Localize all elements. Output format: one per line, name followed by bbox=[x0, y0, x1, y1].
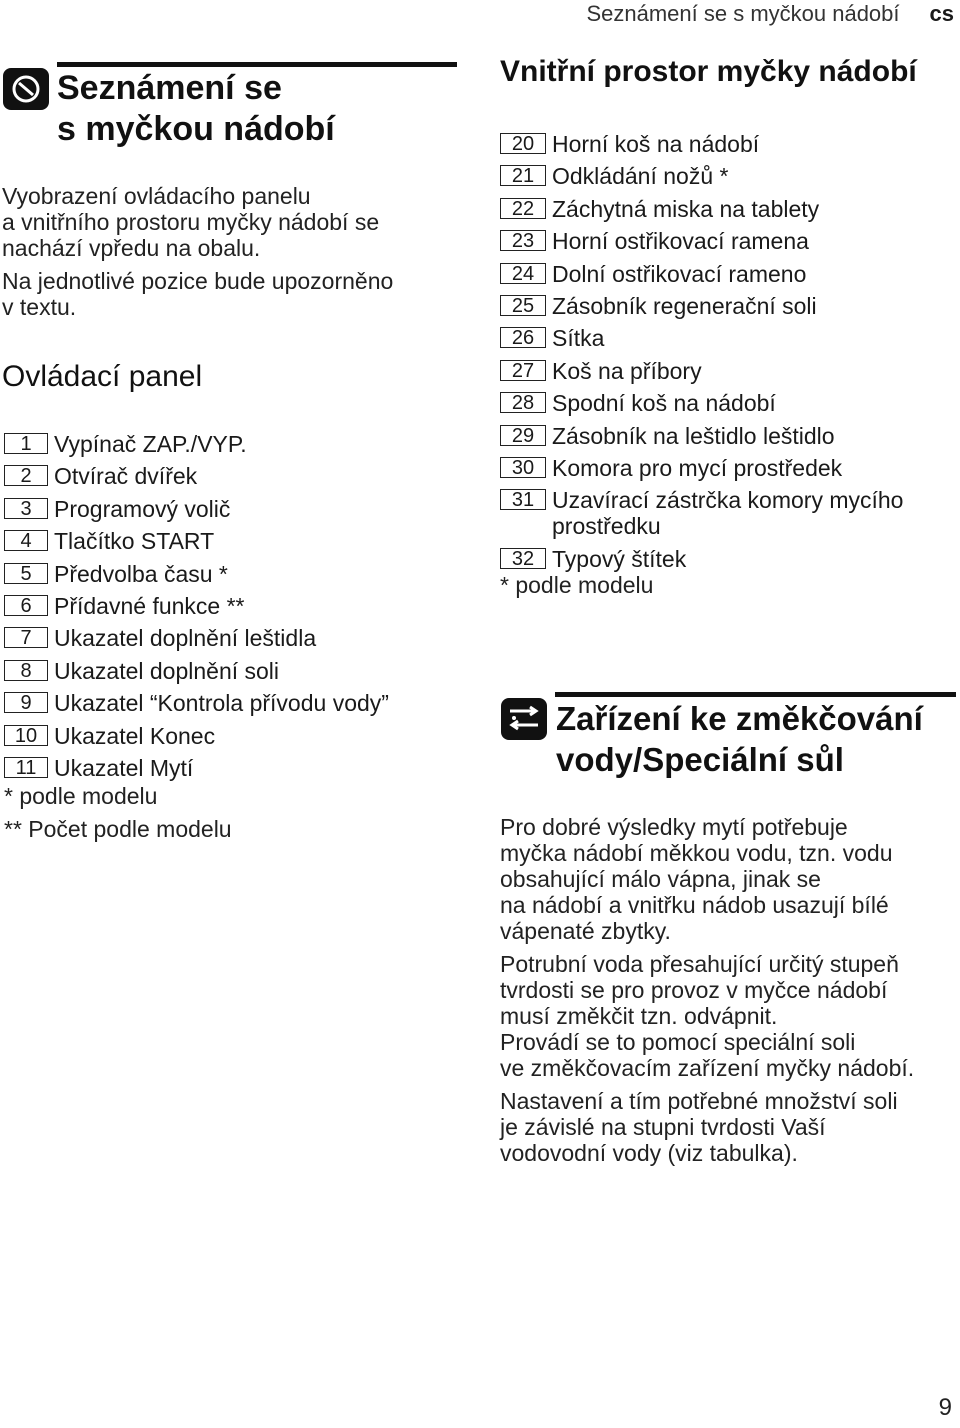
item-label: Dolní ostřikovací rameno bbox=[552, 260, 807, 287]
item-label: Programový volič bbox=[54, 495, 231, 522]
list-item bbox=[500, 196, 958, 222]
list-item bbox=[4, 625, 464, 651]
section-rule bbox=[57, 62, 457, 67]
section-title-line: Zařízení ke změkčování bbox=[556, 700, 923, 737]
text-line: prostředku bbox=[552, 513, 661, 540]
item-label bbox=[552, 487, 903, 539]
text-line: Na jednotlivé pozice bude upozorněno bbox=[2, 268, 394, 294]
text-line: Provádí se to pomocí speciální soli bbox=[500, 1029, 856, 1055]
intro-paragraph bbox=[2, 183, 379, 261]
list-item bbox=[4, 431, 464, 457]
section-title-line: vody/Speciální sůl bbox=[556, 741, 844, 778]
item-label: Koš na příbory bbox=[552, 357, 702, 384]
language-code: cs bbox=[929, 1, 954, 26]
item-label: Zásobník na leštidlo leštidlo bbox=[552, 422, 835, 449]
control-panel-heading: Ovládací panel bbox=[2, 360, 203, 393]
section-title bbox=[556, 698, 923, 780]
text-line: vodovodní vody (viz tabulka). bbox=[500, 1140, 798, 1166]
text-line: vápenaté zbytky. bbox=[500, 918, 671, 944]
text-line: nachází vpředu na obalu. bbox=[2, 235, 261, 261]
item-label: Záchytná miska na tablety bbox=[552, 195, 820, 222]
list-item bbox=[500, 163, 958, 189]
item-number: 29 bbox=[500, 425, 546, 446]
list-item bbox=[4, 593, 464, 619]
item-label: Zásobník regenerační soli bbox=[552, 292, 817, 319]
item-label: Ukazatel doplnění leštidla bbox=[54, 625, 317, 652]
text-line: Uzavírací zástrčka komory mycího bbox=[552, 487, 904, 514]
water-softener-icon bbox=[501, 698, 547, 740]
item-number: 28 bbox=[500, 392, 546, 413]
softener-paragraph-1 bbox=[500, 814, 893, 944]
item-label: Vypínač ZAP./VYP. bbox=[54, 431, 247, 457]
item-number: 22 bbox=[500, 198, 546, 219]
item-number: 10 bbox=[4, 725, 48, 746]
control-panel-list bbox=[4, 431, 464, 787]
item-number: 23 bbox=[500, 230, 546, 251]
item-label: Tlačítko START bbox=[54, 528, 215, 555]
item-label: Ukazatel “Kontrola přívodu vody” bbox=[54, 690, 389, 717]
list-item bbox=[500, 131, 958, 157]
item-number: 2 bbox=[4, 465, 48, 486]
item-number: 25 bbox=[500, 295, 546, 316]
list-item bbox=[500, 390, 958, 416]
item-label: Spodní koš na nádobí bbox=[552, 390, 776, 417]
text-line: obsahující málo vápna, jinak se bbox=[500, 866, 821, 892]
list-item bbox=[4, 690, 464, 716]
item-number: 1 bbox=[4, 433, 48, 454]
overview-icon bbox=[3, 68, 49, 110]
list-item bbox=[4, 463, 464, 489]
item-label: Předvolba času * bbox=[54, 560, 228, 587]
list-item bbox=[4, 723, 464, 749]
list-item bbox=[4, 496, 464, 522]
text-line: Vyobrazení ovládacího panelu bbox=[2, 183, 311, 209]
item-number: 24 bbox=[500, 263, 546, 284]
item-number: 3 bbox=[4, 498, 48, 519]
list-item bbox=[500, 325, 958, 351]
item-number: 21 bbox=[500, 165, 546, 186]
intro-paragraph-2 bbox=[2, 268, 393, 320]
list-item bbox=[4, 658, 464, 684]
footnote: ** Počet podle modelu bbox=[4, 816, 232, 842]
list-item bbox=[500, 228, 958, 254]
list-item bbox=[500, 261, 958, 287]
section-rule bbox=[555, 692, 956, 697]
list-item bbox=[4, 528, 464, 554]
item-label: Ukazatel doplnění soli bbox=[54, 657, 280, 684]
list-item bbox=[500, 487, 958, 539]
item-number: 8 bbox=[4, 660, 48, 681]
text-line: je závislé na stupni tvrdosti Vaší bbox=[500, 1114, 826, 1140]
item-number: 30 bbox=[500, 457, 546, 478]
item-label: Horní ostřikovací ramena bbox=[552, 228, 809, 255]
list-item bbox=[500, 358, 958, 384]
text-line: tvrdosti se pro provoz v myčce nádobí bbox=[500, 977, 888, 1003]
item-number: 5 bbox=[4, 563, 48, 584]
item-number: 6 bbox=[4, 595, 48, 616]
section-title-line: s myčkou nádobí bbox=[57, 110, 335, 148]
item-label: Typový štítek bbox=[552, 545, 687, 572]
list-item bbox=[500, 546, 958, 572]
item-label: Horní koš na nádobí bbox=[552, 131, 760, 157]
item-number: 32 bbox=[500, 548, 546, 569]
interior-heading: Vnitřní prostor myčky nádobí bbox=[500, 55, 917, 88]
text-line: ve změkčovacím zařízení myčky nádobí. bbox=[500, 1055, 915, 1081]
item-label: Komora pro mycí prostředek bbox=[552, 454, 843, 481]
list-item bbox=[500, 423, 958, 449]
item-label: Sítka bbox=[552, 325, 605, 352]
item-number: 7 bbox=[4, 627, 48, 648]
item-number: 20 bbox=[500, 133, 546, 154]
softener-paragraph-2 bbox=[500, 951, 914, 1081]
section-title bbox=[57, 68, 335, 150]
item-number: 11 bbox=[4, 757, 48, 778]
list-item bbox=[500, 293, 958, 319]
softener-paragraph-3 bbox=[500, 1088, 898, 1166]
list-item bbox=[500, 455, 958, 481]
item-label: Ukazatel Mytí bbox=[54, 754, 194, 781]
page-header bbox=[586, 0, 960, 28]
footnote: * podle modelu bbox=[500, 572, 654, 598]
interior-list bbox=[500, 131, 958, 578]
text-line: Nastavení a tím potřebné množství soli bbox=[500, 1088, 898, 1114]
section-title-line: Seznámení se bbox=[57, 69, 282, 107]
text-line: Pro dobré výsledky mytí potřebuje bbox=[500, 814, 848, 840]
text-line: a vnitřního prostoru myčky nádobí se bbox=[2, 209, 380, 235]
text-line: Potrubní voda přesahující určitý stupeň bbox=[500, 951, 899, 977]
footnote: * podle modelu bbox=[4, 783, 158, 809]
item-number: 4 bbox=[4, 530, 48, 551]
text-line: musí změkčit tzn. odvápnit. bbox=[500, 1003, 778, 1029]
text-line: myčka nádobí měkkou vodu, tzn. vodu bbox=[500, 840, 893, 866]
item-number: 27 bbox=[500, 360, 546, 381]
item-label: Ukazatel Konec bbox=[54, 722, 216, 749]
item-number: 9 bbox=[4, 692, 48, 713]
item-number: 31 bbox=[500, 489, 546, 510]
text-line: na nádobí a vnitřku nádob usazují bílé bbox=[500, 892, 889, 918]
page-number: 9 bbox=[938, 1394, 952, 1421]
item-label: Přídavné funkce ** bbox=[54, 592, 245, 619]
item-label: Otvírač dvířek bbox=[54, 463, 198, 490]
text-line: v textu. bbox=[2, 294, 77, 320]
item-label: Odkládání nožů * bbox=[552, 163, 729, 190]
running-title: Seznámení se s myčkou nádobí bbox=[586, 1, 900, 26]
list-item bbox=[4, 755, 464, 781]
list-item bbox=[4, 561, 464, 587]
item-number: 26 bbox=[500, 327, 546, 348]
